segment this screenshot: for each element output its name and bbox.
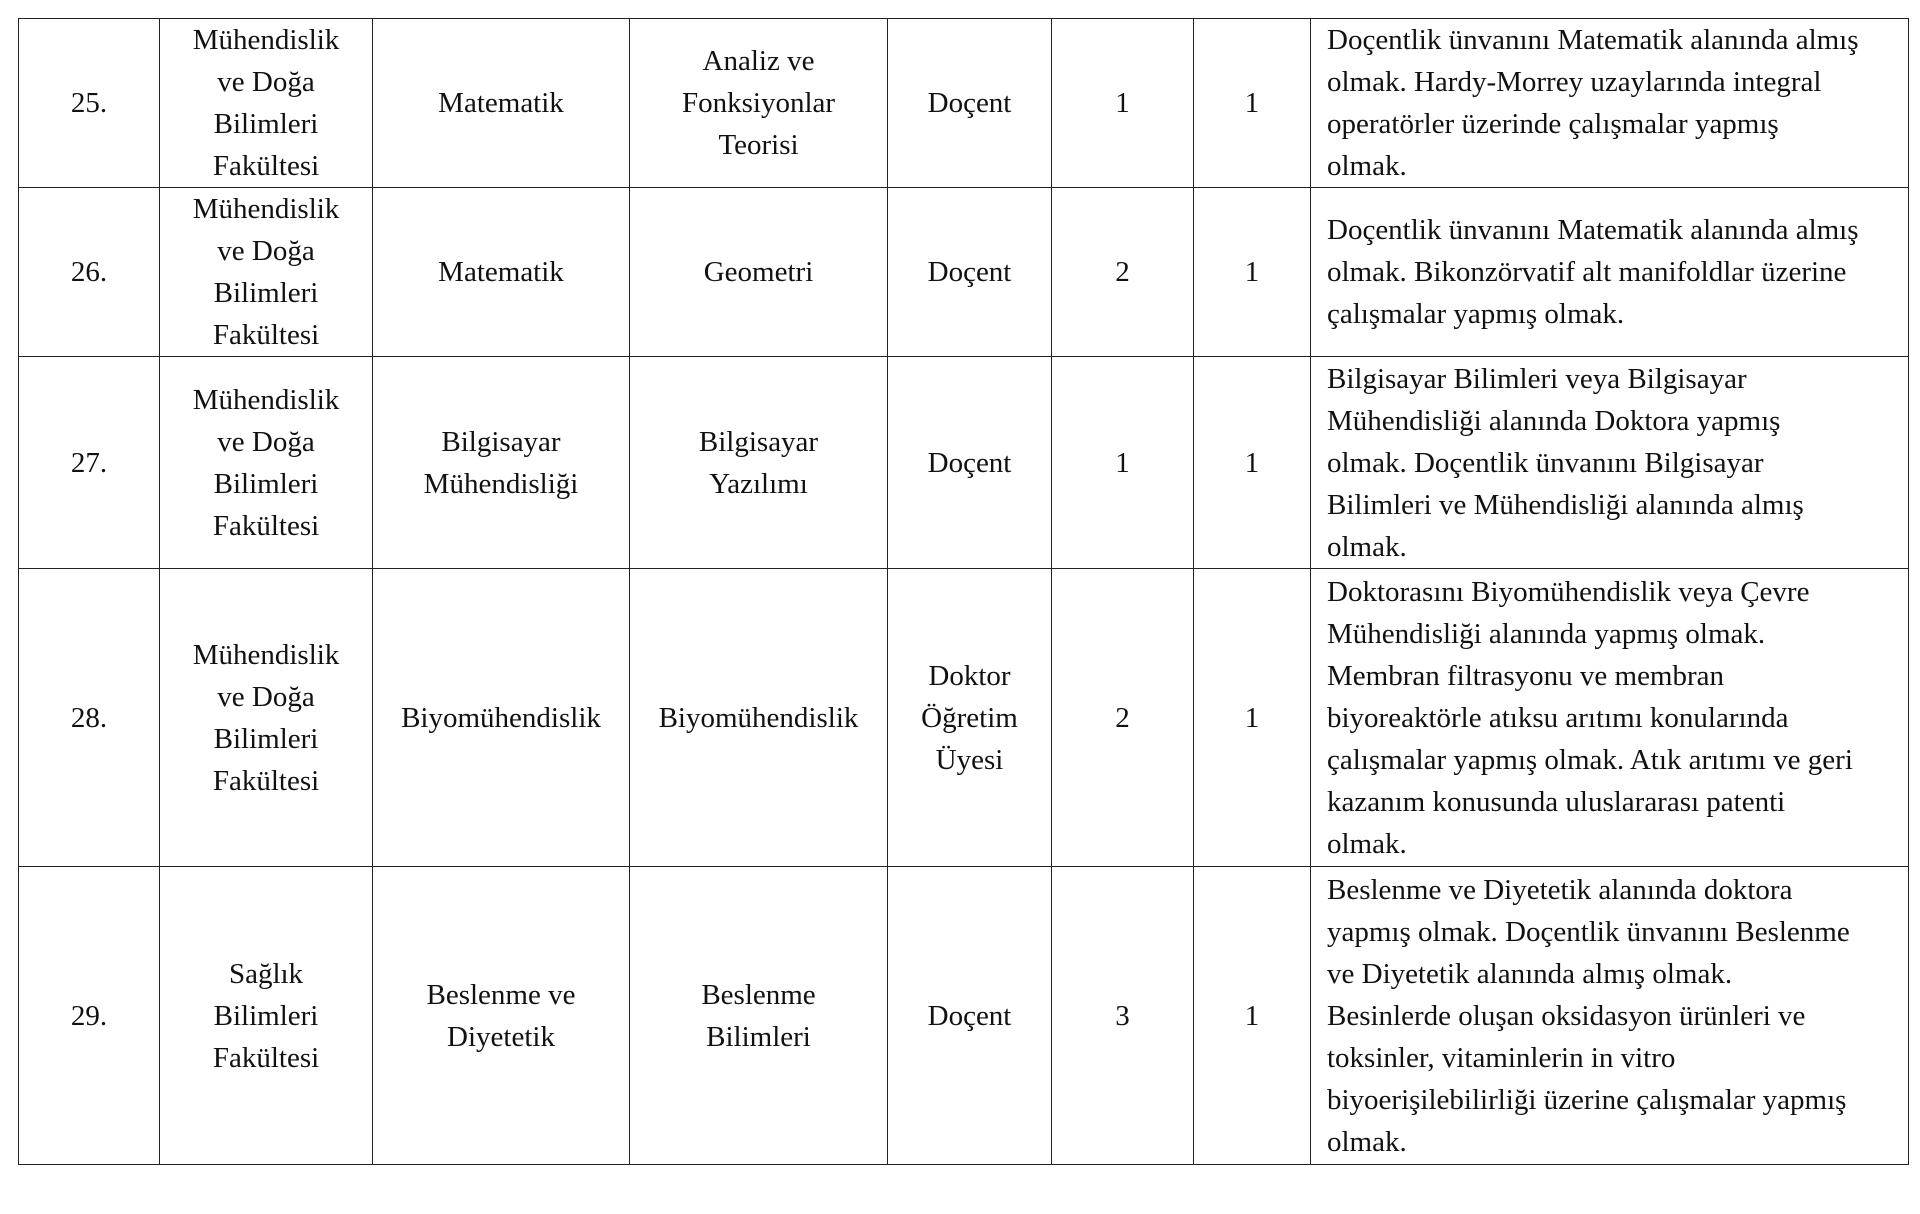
degree-value: 3: [1115, 999, 1130, 1032]
row-number-cell: [19, 19, 160, 188]
requirements-text: Doktorasını Biyomühendislik veya Çevre Mühendisliği alanında yapmış olmak. Membran filtrasyonu ve membran biyoreaktörle atıksu arıtımı konularında çalışmalar yapmış olmak. Atık arıtımı ve geri kazanım konusunda uluslararası patenti olmak.: [1327, 575, 1853, 860]
department-name: Biyomühendislik: [401, 701, 601, 734]
degree-cell: [1052, 867, 1194, 1165]
academic-title: Doçent: [927, 87, 1012, 119]
title-cell: [888, 19, 1052, 188]
subfield-cell: [630, 188, 888, 357]
faculty-name: Mühendislik ve Doğa Bilimleri Fakültesi: [192, 383, 340, 542]
count-value: 1: [1244, 446, 1260, 479]
title-cell: [888, 867, 1052, 1165]
degree-cell: [1052, 569, 1194, 867]
count-value: 1: [1244, 87, 1260, 119]
count-value: 1: [1244, 256, 1260, 288]
table-row: [19, 19, 1909, 188]
degree-value: 2: [1115, 701, 1130, 734]
faculty-name: Mühendislik ve Doğa Bilimleri Fakültesi: [192, 24, 340, 182]
count-cell: [1194, 867, 1311, 1165]
title-cell: [888, 569, 1052, 867]
faculty-cell: [160, 19, 373, 188]
subfield-cell: [630, 867, 888, 1165]
count-cell: [1194, 19, 1311, 188]
title-cell: [888, 357, 1052, 569]
table-row: [19, 569, 1909, 867]
academic-title: Doçent: [927, 999, 1012, 1032]
row-number-cell: [19, 357, 160, 569]
requirements-cell: [1311, 867, 1909, 1165]
department-cell: [373, 569, 630, 867]
row-number: 28.: [70, 701, 108, 734]
subfield-cell: [630, 19, 888, 188]
subfield-name: Analiz ve Fonksiyonlar Teorisi: [681, 45, 836, 161]
count-value: 1: [1244, 701, 1260, 734]
department-name: Matematik: [438, 87, 564, 119]
requirements-text: Beslenme ve Diyetetik alanında doktora yapmış olmak. Doçentlik ünvanını Beslenme ve Diyetetik alanında almış olmak. Besinlerde oluşan oksidasyon ürünleri ve toksinler, vitaminlerin in vitro biyoerişilebilirliği üzerine çalışmalar yapmış olmak.: [1327, 873, 1850, 1158]
department-cell: [373, 188, 630, 357]
subfield-cell: [630, 569, 888, 867]
department-name: Bilgisayar Mühendisliği: [423, 425, 579, 500]
faculty-cell: [160, 188, 373, 357]
row-number: 29.: [70, 999, 108, 1032]
row-number-cell: [19, 188, 160, 357]
positions-table: [18, 18, 1909, 1165]
row-number: 26.: [70, 256, 108, 288]
count-cell: [1194, 357, 1311, 569]
subfield-cell: [630, 357, 888, 569]
subfield-name: Beslenme Bilimleri: [701, 978, 816, 1053]
degree-cell: [1052, 357, 1194, 569]
title-cell: [888, 188, 1052, 357]
requirements-text: Doçentlik ünvanını Matematik alanında almış olmak. Hardy-Morrey uzaylarında integral operatörler üzerinde çalışmalar yapmış olmak.: [1327, 24, 1859, 182]
subfield-name: Biyomühendislik: [658, 701, 859, 734]
table-row: [19, 867, 1909, 1165]
department-name: Beslenme ve Diyetetik: [426, 978, 576, 1053]
faculty-cell: [160, 357, 373, 569]
count-value: 1: [1244, 999, 1260, 1032]
academic-title: Doçent: [927, 446, 1012, 479]
requirements-text: Bilgisayar Bilimleri veya Bilgisayar Mühendisliği alanında Doktora yapmış olmak. Doçentlik ünvanını Bilgisayar Bilimleri ve Mühendisliği alanında almış olmak.: [1327, 362, 1804, 563]
degree-value: 1: [1115, 446, 1130, 479]
row-number: 25.: [70, 87, 108, 119]
degree-value: 1: [1115, 87, 1130, 119]
subfield-name: Geometri: [703, 256, 814, 288]
department-name: Matematik: [438, 256, 564, 288]
row-number-cell: [19, 569, 160, 867]
count-cell: [1194, 569, 1311, 867]
degree-cell: [1052, 19, 1194, 188]
faculty-name: Mühendislik ve Doğa Bilimleri Fakültesi: [192, 638, 340, 797]
faculty-name: Mühendislik ve Doğa Bilimleri Fakültesi: [192, 193, 340, 351]
requirements-cell: [1311, 357, 1909, 569]
academic-title: Doktor Öğretim Üyesi: [921, 659, 1018, 776]
department-cell: [373, 867, 630, 1165]
faculty-cell: [160, 569, 373, 867]
faculty-name: Sağlık Bilimleri Fakültesi: [212, 957, 320, 1074]
table-row: [19, 188, 1909, 357]
requirements-cell: [1311, 188, 1909, 357]
table-row: [19, 357, 1909, 569]
requirements-cell: [1311, 19, 1909, 188]
count-cell: [1194, 188, 1311, 357]
faculty-cell: [160, 867, 373, 1165]
department-cell: [373, 357, 630, 569]
subfield-name: Bilgisayar Yazılımı: [698, 425, 819, 500]
academic-title: Doçent: [927, 256, 1012, 288]
degree-value: 2: [1115, 256, 1130, 288]
positions-table-page: [18, 18, 1908, 1165]
requirements-cell: [1311, 569, 1909, 867]
requirements-text: Doçentlik ünvanını Matematik alanında almış olmak. Bikonzörvatif alt manifoldlar üzerine çalışmalar yapmış olmak.: [1327, 214, 1859, 330]
row-number-cell: [19, 867, 160, 1165]
degree-cell: [1052, 188, 1194, 357]
row-number: 27.: [70, 446, 108, 479]
department-cell: [373, 19, 630, 188]
